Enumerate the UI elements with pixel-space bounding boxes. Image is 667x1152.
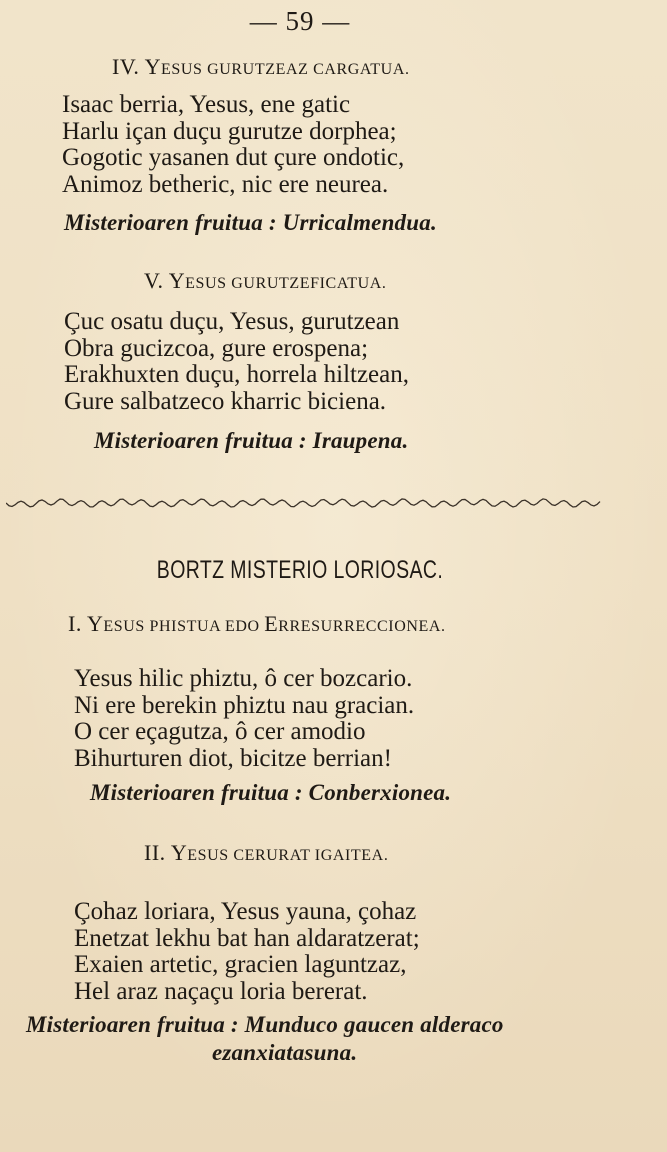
ornamental-divider xyxy=(6,496,602,510)
mystery-fruit-ii-continuation: ezanxiatasuna. xyxy=(212,1040,358,1065)
verse-line: Animoz betheric, nic ere neurea. xyxy=(62,170,389,198)
verse-line: Yesus hilic phiztu, ô cer bozcario. xyxy=(74,665,413,692)
verse-line: Çohaz loriara, Yesus yauna, çohaz xyxy=(74,898,417,925)
verse-line: Bihurturen diot, bicitze berrian! xyxy=(74,744,392,772)
part-title: BORTZ MISTERIO LORIOSAC. xyxy=(156,556,444,584)
section-heading-i xyxy=(68,611,446,637)
section-heading-iv xyxy=(112,54,410,80)
verse-line: Hel araz naçaçu loria bererat. xyxy=(74,977,368,1005)
heading-rest: ESUS PHISTUA EDO xyxy=(103,618,265,635)
heading-numeral: V. xyxy=(144,268,164,293)
heading-rest: ESUS CERURAT IGAITEA. xyxy=(187,847,389,864)
heading-rest: ESUS GURUTZEFICATUA. xyxy=(185,275,387,292)
verse-line: Isaac berria, Yesus, ene gatic xyxy=(62,91,351,118)
mystery-fruit-iv: Misterioaren fruitua : Urricalmendua. xyxy=(64,210,437,235)
verse-line: Çuc osatu duçu, Yesus, gurutzean xyxy=(64,308,400,335)
verse-block-i xyxy=(74,666,414,772)
section-heading-ii xyxy=(144,840,388,866)
verse-block-v xyxy=(64,309,409,415)
mystery-fruit-v: Misterioaren fruitua : Iraupena. xyxy=(94,428,409,453)
mystery-fruit-ii: Misterioaren fruitua : Munduco gaucen alderaco xyxy=(26,1012,504,1037)
heading-cap: Y xyxy=(87,611,104,636)
verse-line: O cer eçagutza, ô cer amodio xyxy=(74,718,366,745)
mystery-fruit-i: Misterioaren fruitua : Conberxionea. xyxy=(90,780,452,805)
heading-rest-2: RRESURRECCIONEA. xyxy=(278,618,446,635)
section-heading-v xyxy=(144,268,386,294)
page-number: — 59 — xyxy=(249,6,351,36)
heading-cap: Y xyxy=(168,268,186,293)
heading-rest: ESUS GURUTZEAZ CARGATUA. xyxy=(160,61,410,78)
verse-line: Obra gucizcoa, gure erospena; xyxy=(64,334,369,362)
heading-cap: Y xyxy=(170,840,188,865)
heading-numeral: II. xyxy=(144,840,166,865)
verse-line: Exaien artetic, gracien laguntzaz, xyxy=(74,951,407,978)
verse-line: Harlu içan duçu gurutze dorphea; xyxy=(62,117,397,145)
verse-line: Ni ere berekin phiztu nau gracian. xyxy=(74,691,415,719)
heading-numeral: I. xyxy=(68,611,82,636)
verse-line: Gogotic yasanen dut çure ondotic, xyxy=(62,144,405,171)
verse-line: Enetzat lekhu bat han aldaratzerat; xyxy=(74,924,420,952)
heading-cap: Y xyxy=(144,54,161,79)
verse-block-iv xyxy=(62,92,404,198)
verse-line: Gure salbatzeco kharric biciena. xyxy=(64,387,387,415)
heading-cap-2: E xyxy=(264,611,279,636)
heading-numeral: IV. xyxy=(112,54,140,79)
verse-block-ii xyxy=(74,899,420,1005)
verse-line: Erakhuxten duçu, horrela hiltzean, xyxy=(64,361,409,388)
